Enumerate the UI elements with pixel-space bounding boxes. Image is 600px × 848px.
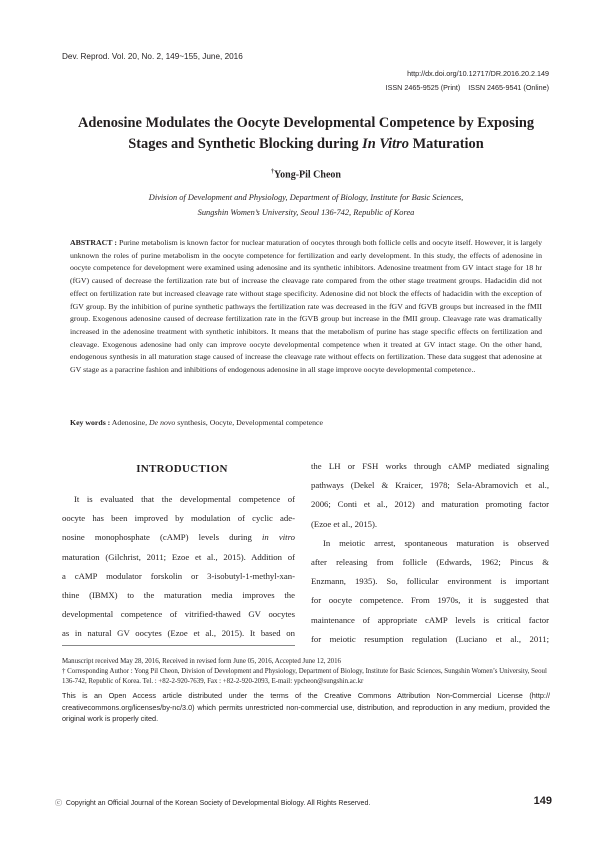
intro-line: the LH or FSH works through cAMP mediated signaling — [311, 461, 549, 471]
abstract-text: Purine metabolism is known factor for nuclear maturation of oocytes through both follicle cells and oocyte itself. However, it is largely unknown the roles of purine metabolism in the oocyte competence for fertilization and early development. In this study, the effects of adenosine in oocyte competence for development were examined using adenosine and its synthetic inhibitors. Adenosine treatment from GV intact stage for 18 hr (fGV) caused of decrease the fertilization rate but of increase the cleavage rate compared from the other stage treatment groups. Hadacidin did not effect on fertilization rate but increased cleavage rate without stage specificity. Adenosine did not block the effects of hadacidin with the exception of fGV group. By the inhibition of purine synthetic pathways the fertilization rate was decreased in the fGV and fGVB groups but increased in the fMII group. Exogenous adenosine caused of decrease fertilization rate in the fGVB group but increase in the fMII group. Cleavage rate was dramatically increased in the adenosine treatment with synthetic inhibitors. It means that the metabolism of purine has stage specific effects on fertilization and cleavage. Exogenous adenosine had only can improve oocyte developmental competence when it treated at GV intact stage. On the other hand, endogenous synthesis in all maturation stage caused of increase the cleavage rate without effects on fertilization. These data suggest that adenosine at GV stage as a paracrine fashion and inhibitions of endogenous adenosine in all stage improve oocyte developmental competence.. — [70, 238, 544, 375]
keywords-italic: De novo — [149, 418, 176, 427]
intro-line: It is evaluated that the developmental competence of — [74, 494, 295, 504]
copyright-notice: ⓒ Copyright an Official Journal of the Korean Society of Developmental Biology. All Rights Reserved. — [55, 800, 371, 807]
doi-link[interactable]: http://dx.doi.org/10.12717/DR.2016.20.2.149 — [407, 69, 549, 78]
abstract — [70, 237, 542, 377]
intro-line: pathways (Dekel & Kraicer, 1978; Sela-Abramovich et al., — [311, 480, 549, 491]
footnotes — [62, 657, 550, 687]
author-name: Yong-Pil Cheon — [274, 169, 341, 181]
intro-line: for meiotic resumption regulation (Luciano et al., 2011; — [311, 633, 549, 644]
intro-line: maintenance of appropriate cAMP levels is critical factor — [311, 614, 549, 625]
keywords-label: Key words : — [70, 418, 111, 427]
intro-line: (Ezoe et al., 2015). — [311, 518, 378, 529]
section-heading-introduction: INTRODUCTION — [136, 463, 228, 475]
author-affiliation — [62, 191, 550, 220]
open-access-notice: This is an Open Access article distributed under the terms of the Creative Commons Attribution Non-Commercial License (http:// creativecommons.org/licenses/by-nc/3.0) which permits unrestricted non-commercial use, distribution, and reproduction in any medium, provided the original work is properly cited. — [62, 691, 550, 723]
intro-line: thine (IBMX) to the maturation media improves the — [62, 590, 295, 601]
manuscript-dates: Manuscript received May 28, 2016, Received in revised form June 05, 2016, Accepted June 12, 2016 — [62, 658, 341, 665]
intro-line — [62, 528, 295, 547]
intro-line: developmental competence of vitrified-thawed GV oocytes — [62, 609, 295, 620]
title-line-2-end: Maturation — [408, 136, 484, 152]
intro-left-column — [62, 490, 295, 644]
intro-italic-in-vitro: in vitro — [261, 532, 295, 543]
intro-line: 2006; Conti et al., 2012) and maturation promoting factor — [311, 499, 549, 510]
intro-line: maturation (Gilchrist, 2011; Ezoe et al., 2015). Addition of — [62, 551, 295, 562]
keywords-end: synthesis, Oocyte, Developmental competence — [175, 418, 323, 427]
footnote-divider — [62, 645, 295, 646]
title-line-2-start: Stages and Synthetic Blocking during — [128, 136, 363, 152]
intro-line: as in natural GV oocytes (Ezoe et al., 2015). It based on — [62, 628, 295, 639]
intro-line: oocyte has been improved by modulation of cyclic ade- — [62, 513, 295, 524]
issn-line: ISSN 2465-9525 (Print) ISSN 2465-9541 (Online) — [385, 83, 549, 92]
intro-line: Enzmann, 1935). So, follicular environment is important — [311, 576, 549, 587]
title-italic-in-vitro: In Vitro — [362, 136, 409, 152]
intro-line: for oocyte competence. From 1970s, it is suggested that — [311, 595, 549, 606]
corresponding-author-note: † Corresponding Author : Yong Pil Cheon, Division of Development and Physiology, Department of Biology, Institute for Basic Sciences, Sungshin Women’s University, Seoul 136-742, Republic of Korea. Tel. : +82-2-920-7639, Fax : +82-2-920-2093, E-mail: ypcheon@sungshin.ac.kr — [62, 668, 547, 685]
journal-reference: Dev. Reprod. Vol. 20, No. 2, 149~155, June, 2016 — [62, 52, 243, 61]
author-line — [62, 169, 550, 180]
abstract-label: ABSTRACT : — [70, 238, 117, 247]
title-line-1: Adenosine Modulates the Oocyte Developmental Competence by Exposing — [77, 115, 535, 131]
intro-line: In meiotic arrest, spontaneous maturation is observed — [323, 537, 549, 548]
intro-line-text: nosine monophosphate (cAMP) levels during — [62, 532, 252, 543]
affiliation-line-1: Division of Development and Physiology, Department of Biology, Institute for Basic Sciences, — [148, 193, 464, 202]
intro-right-column — [311, 457, 549, 649]
title-line-2 — [62, 134, 550, 155]
page-number: 149 — [533, 795, 552, 807]
affiliation-line-2: Sungshin Women’s University, Seoul 136-742, Republic of Korea — [197, 207, 415, 217]
corresponding-author-mark: † — [271, 169, 275, 175]
intro-line: a cAMP modulator forskolin or 3-isobutyl-1-methyl-xan- — [62, 570, 295, 581]
intro-line: after releasing from follicle (Edwards, 1962; Pincus & — [311, 557, 549, 568]
article-title — [62, 113, 550, 155]
keywords — [70, 418, 542, 427]
keywords-start: Adenosine, — [110, 418, 150, 427]
